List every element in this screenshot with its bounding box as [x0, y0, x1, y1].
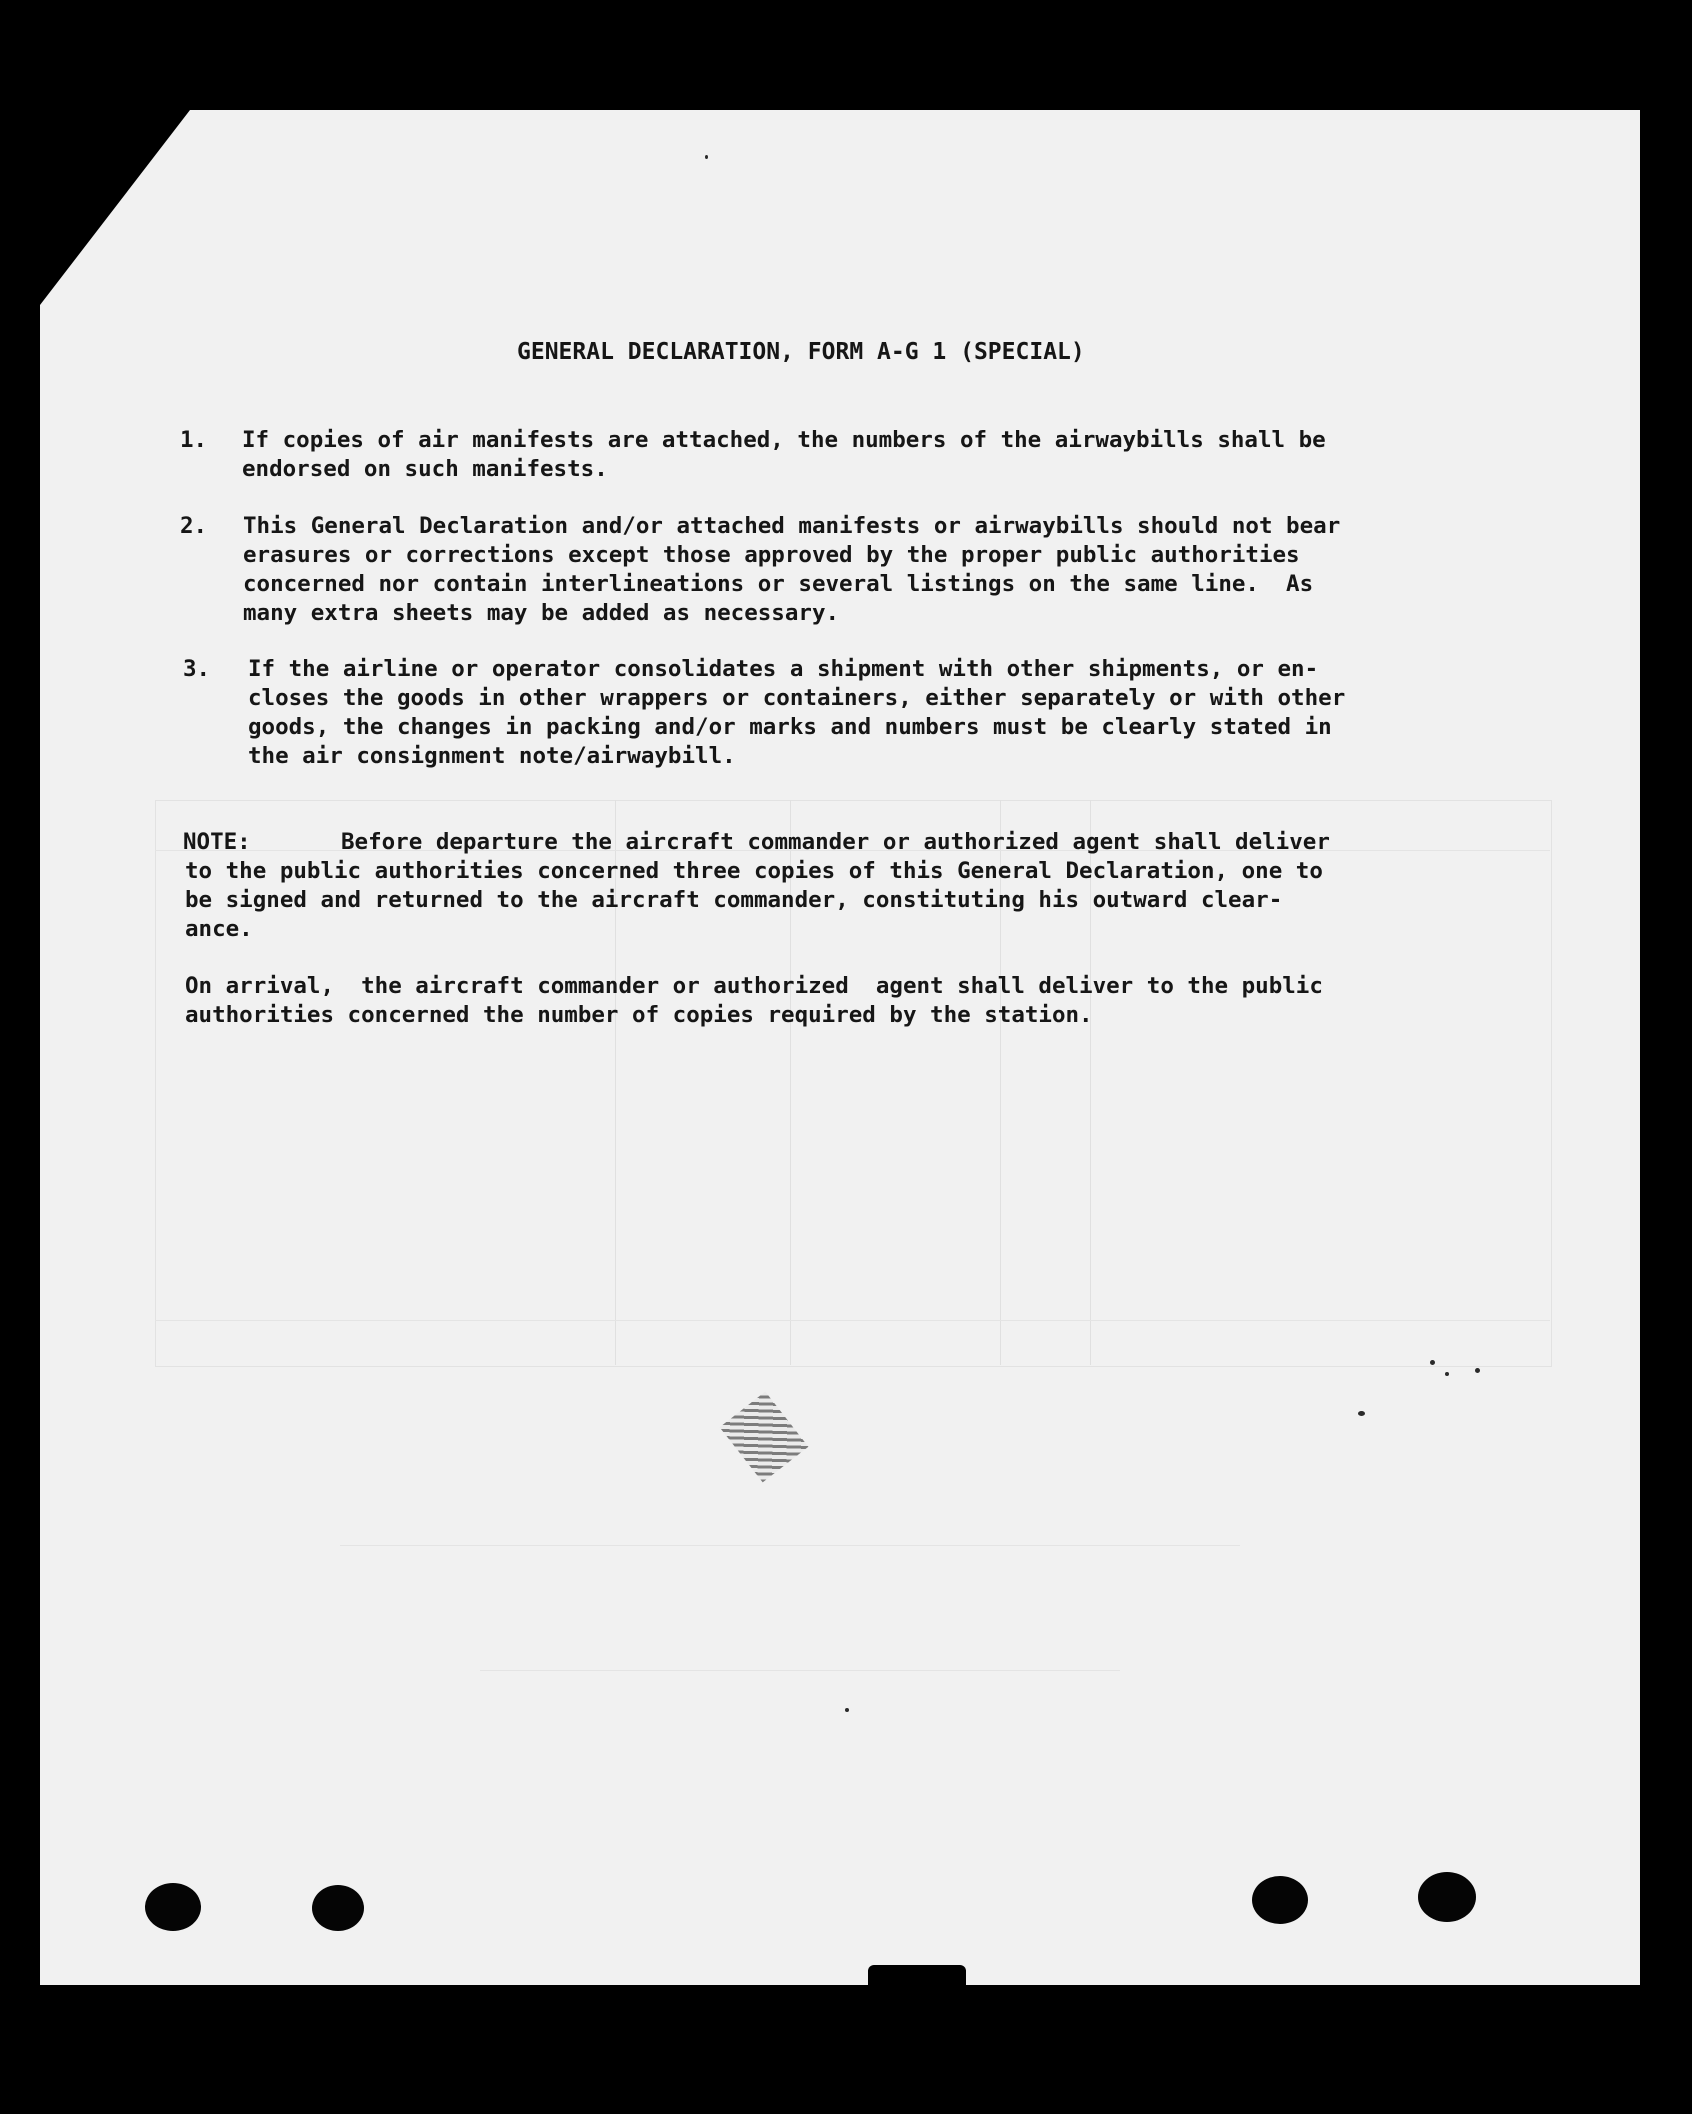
ink-speck [1430, 1360, 1435, 1365]
item-1-line-2: endorsed on such manifests. [242, 456, 608, 482]
item-3-line-1: If the airline or operator consolidates a shipment with other shipments, or en- [248, 656, 1319, 682]
bottom-tab-notch [868, 1965, 966, 1987]
item-2-line-3: concerned nor contain interlineations or several listings on the same line. As [243, 571, 1314, 597]
punch-hole [1418, 1872, 1476, 1922]
item-3-line-3: goods, the changes in packing and/or marks and numbers must be clearly stated in [248, 714, 1332, 740]
item-2-line-1: This General Declaration and/or attached manifests or airwaybills should not bear [243, 513, 1341, 539]
punch-hole [145, 1883, 201, 1931]
note-line-4: ance. [185, 916, 253, 942]
item-1-number: 1. [180, 427, 208, 453]
document-page [40, 110, 1640, 1985]
note-line-2: to the public authorities concerned three copies of this General Declaration, one to [185, 858, 1323, 884]
punch-hole [1252, 1876, 1308, 1924]
ink-speck [845, 1708, 849, 1712]
ink-speck [1445, 1372, 1449, 1376]
arrival-line-1: On arrival, the aircraft commander or authorized agent shall deliver to the public [185, 973, 1323, 999]
note-line-3: be signed and returned to the aircraft commander, constituting his outward clear- [185, 887, 1283, 913]
ink-speck [705, 155, 708, 159]
bleed-through-line [155, 1320, 1550, 1321]
item-1-line-1: If copies of air manifests are attached, the numbers of the airwaybills shall be [242, 427, 1326, 453]
bleed-through-line [340, 1545, 1240, 1546]
item-2-number: 2. [180, 513, 208, 539]
item-3-line-2: closes the goods in other wrappers or containers, either separately or with other [248, 685, 1346, 711]
item-2-line-2: erasures or corrections except those approved by the proper public authorities [243, 542, 1300, 568]
ink-speck [1475, 1368, 1480, 1373]
note-label: NOTE: [183, 829, 251, 855]
document-title: GENERAL DECLARATION, FORM A-G 1 (SPECIAL) [517, 339, 1085, 365]
arrival-line-2: authorities concerned the number of copies required by the station. [185, 1002, 1093, 1028]
item-3-number: 3. [183, 656, 211, 682]
ink-speck [1358, 1411, 1365, 1416]
bleed-through-line [480, 1670, 1120, 1671]
item-2-line-4: many extra sheets may be added as necessary. [243, 600, 840, 626]
item-3-line-4: the air consignment note/airwaybill. [248, 743, 736, 769]
punch-hole [312, 1885, 364, 1931]
note-line-1: Before departure the aircraft commander or authorized agent shall deliver [341, 829, 1330, 855]
